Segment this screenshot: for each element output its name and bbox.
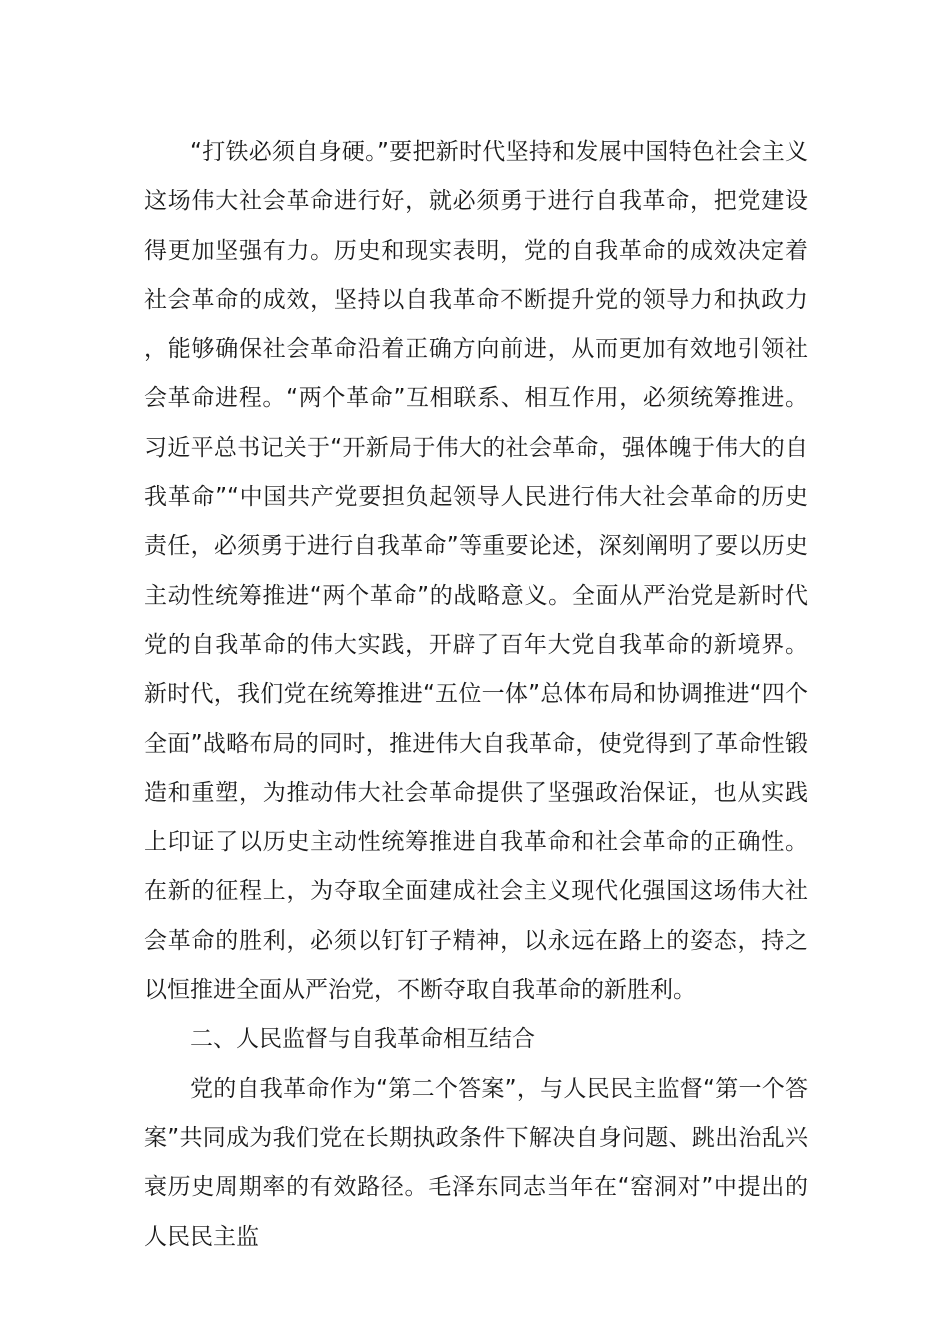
- section-heading: 二、人民监督与自我革命相互结合: [190, 1026, 535, 1053]
- paragraph-people-supervision: 党的自我革命作为“第二个答案”，与人民民主监督“第一个答案”共同成为我们党在长期执政条件下解决自身问题、跳出治乱兴衰历史周期率的有效路径。毛泽东同志当年在“窑洞对”中提出的人民民主监: [144, 1075, 808, 1250]
- document-body: [144, 128, 808, 1262]
- paragraph-self-revolution: “打铁必须自身硬。”要把新时代坚持和发展中国特色社会主义这场伟大社会革命进行好，就必须勇于进行自我革命，把党建设得更加坚强有力。历史和现实表明，党的自我革命的成效决定着社会革命的成效，坚持以自我革命不断提升党的领导力和执政力，能够确保社会革命沿着正确方向前进，从而更加有效地引领社会革命进程。“两个革命”互相联系、相互作用，必须统筹推进。习近平总书记关于“开新局于伟大的社会革命，强体魄于伟大的自我革命”“中国共产党要担负起领导人民进行伟大社会革命的历史责任，必须勇于进行自我革命”等重要论述，深刻阐明了要以历史主动性统筹推进“两个革命”的战略意义。全面从严治党是新时代党的自我革命的伟大实践，开辟了百年大党自我革命的新境界。新时代，我们党在统筹推进“五位一体”总体布局和协调推进“四个全面”战略布局的同时，推进伟大自我革命，使党得到了革命性锻造和重塑，为推动伟大社会革命提供了坚强政治保证，也从实践上印证了以历史主动性统筹推进自我革命和社会革命的正确性。在新的征程上，为夺取全面建成社会主义现代化强国这场伟大社会革命的胜利，必须以钉钉子精神，以永远在路上的姿态，持之以恒推进全面从严治党，不断夺取自我革命的新胜利。: [144, 139, 808, 1004]
